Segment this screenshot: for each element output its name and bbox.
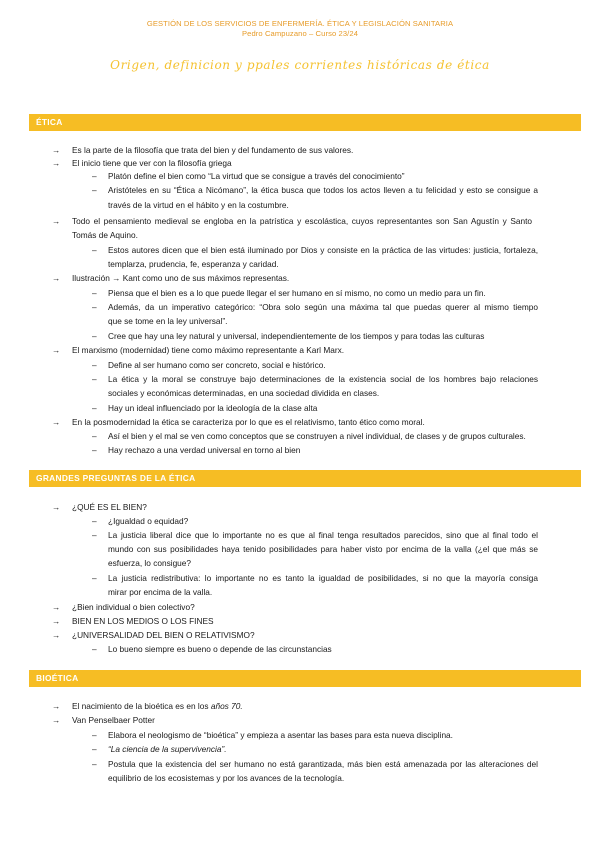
arrow-bullet: → [52, 345, 61, 355]
etica-line: Todo el pensamiento medieval se engloba en la patrística y escolástica, cuyos representantes son San Agustín y Santo [72, 216, 532, 226]
bioetica-line [72, 701, 243, 712]
dash-bullet: – [92, 445, 97, 455]
dash-bullet: – [92, 288, 97, 298]
grandes-line: ¿Bien individual o bien colectivo? [72, 602, 195, 612]
grandes-line: esfuerza, lo consigue? [108, 558, 192, 568]
grandes-line: La justicia liberal dice que lo importante no es que al final tenga resultados parecidos, sino que al final todo el [108, 530, 538, 540]
course-title: GESTIÓN DE LOS SERVICIOS DE ENFERMERÍA. ÉTICA Y LEGISLACIÓN SANITARIA [146, 19, 454, 28]
bioetica-line: “La ciencia de la supervivencia”. [108, 744, 227, 754]
etica-line: Tomás de Aquino. [72, 230, 138, 240]
dash-bullet: – [92, 302, 97, 312]
etica-line: Además, da un imperativo categórico: “Obra solo según una máxima tal que puedas querer al mismo tiempo [108, 302, 538, 312]
grandes-line: ¿QUÉ ES EL BIEN? [72, 502, 147, 512]
arrow-bullet: → [52, 715, 61, 725]
etica-line: Piensa que el bien es a lo que puede llegar el ser humano en sí mismo, no como un medio para un fin. [108, 288, 486, 298]
etica-line: En la posmodernidad la ética se caracteriza por lo que es el relativismo, tanto ético como moral. [72, 417, 425, 427]
etica-line: Ilustración → Kant como uno de sus máximos representas. [72, 273, 290, 283]
dash-bullet: – [92, 185, 97, 195]
author-line: Pedro Campuzano – Curso 23/24 [241, 29, 359, 38]
bioetica-italic-text: años 70. [210, 701, 243, 711]
dash-bullet: – [92, 171, 97, 181]
grandes-line: BIEN EN LOS MEDIOS O LOS FINES [72, 616, 214, 626]
arrow-bullet: → [52, 273, 61, 283]
etica-line: Define al ser humano como ser concreto, social e histórico. [108, 360, 326, 370]
section-etica: ÉTICA [29, 114, 581, 131]
dash-bullet: – [92, 374, 97, 384]
dash-bullet: – [92, 245, 97, 255]
grandes-line: mundo con sus posibilidades haya tenido posibilidades para haber visto por encima de la valla (¿el que más se [108, 544, 538, 554]
dash-bullet: – [92, 403, 97, 413]
page-title: Origen, definicion y ppales corrientes históricas de ética [110, 58, 490, 72]
etica-line: Cree que hay una ley natural y universal, independientemente de los tiempos y para todas las culturas [108, 331, 485, 341]
etica-line: templarza, prudencia, fe, esperanza y caridad. [108, 259, 279, 269]
etica-line: El marxismo (modernidad) tiene como máximo representante a Karl Marx. [72, 345, 345, 355]
etica-line: La ética y la moral se construye bajo determinaciones de la existencia social de los hombres bajo relaciones [108, 374, 538, 384]
dash-bullet: – [92, 431, 97, 441]
bioetica-line: Postula que la existencia del ser humano no está garantizada, más bien está amenazada por las alteraciones del [108, 759, 538, 769]
arrow-bullet: → [52, 502, 61, 512]
etica-line: Aristóteles en su “Ética a Nicómano”, la ética busca que todos los actos lleven a tu felicidad y esto se consigue a [108, 185, 538, 195]
bioetica-line: Van Penselbaer Potter [72, 715, 155, 725]
arrow-bullet: → [52, 417, 61, 427]
etica-line: Así el bien y el mal se ven como conceptos que se construyen a nivel individual, de clases y de grupos culturales. [108, 431, 526, 441]
dash-bullet: – [92, 516, 97, 526]
arrow-bullet: → [52, 145, 61, 155]
grandes-line: ¿UNIVERSALIDAD DEL BIEN O RELATIVISMO? [72, 630, 255, 640]
etica-line: Hay rechazo a una verdad universal en torno al bien [108, 445, 301, 455]
grandes-line: La justicia redistributiva: lo importante no es tanto la igualdad de posibilidades, si no que la mayoría consiga [108, 573, 538, 583]
dash-bullet: – [92, 644, 97, 654]
section-grandes-preguntas: GRANDES PREGUNTAS DE LA ÉTICA [29, 470, 581, 487]
etica-line: Platón define el bien como “La virtud que se consigue a través del conocimiento” [108, 171, 405, 181]
etica-line: que se tome en la ley universal”. [108, 316, 228, 326]
etica-line: sociales y económicas determinadas, en una sociedad dividida en clases. [108, 388, 380, 398]
dash-bullet: – [92, 530, 97, 540]
etica-line: Es la parte de la filosofía que trata del bien y del fundamento de sus valores. [72, 145, 354, 155]
bioetica-text: El nacimiento de la bioética es en los [72, 701, 209, 711]
etica-line: El inicio tiene que ver con la filosofía griega [72, 158, 232, 168]
grandes-line: mirar por encima de la valla. [108, 587, 213, 597]
grandes-line: Lo bueno siempre es bueno o depende de las circunstancias [108, 644, 332, 654]
arrow-bullet: → [52, 701, 61, 711]
arrow-bullet: → [52, 616, 61, 626]
dash-bullet: – [92, 573, 97, 583]
document-header [0, 19, 600, 39]
arrow-bullet: → [52, 216, 61, 226]
dash-bullet: – [92, 730, 97, 740]
dash-bullet: – [92, 331, 97, 341]
etica-line: Estos autores dicen que el bien está iluminado por Dios y consiste en la práctica de las virtudes: justicia, fortaleza, [108, 245, 538, 255]
arrow-bullet: → [52, 630, 61, 640]
dash-bullet: – [92, 360, 97, 370]
arrow-bullet: → [52, 602, 61, 612]
dash-bullet: – [92, 759, 97, 769]
etica-line: Hay un ideal influenciado por la ideología de la clase alta [108, 403, 318, 413]
dash-bullet: – [92, 744, 97, 754]
bioetica-line: Elabora el neologismo de “bioética” y empieza a asentar las bases para esta nueva disciplina. [108, 730, 453, 740]
bioetica-line: equilibrio de los ecosistemas y por los avances de la tecnología. [108, 773, 345, 783]
etica-line: través de la virtud en el hábito y en la costumbre. [108, 200, 289, 210]
section-bioetica: BIOÉTICA [29, 670, 581, 687]
grandes-line: ¿Igualdad o equidad? [108, 516, 189, 526]
arrow-bullet: → [52, 158, 61, 168]
